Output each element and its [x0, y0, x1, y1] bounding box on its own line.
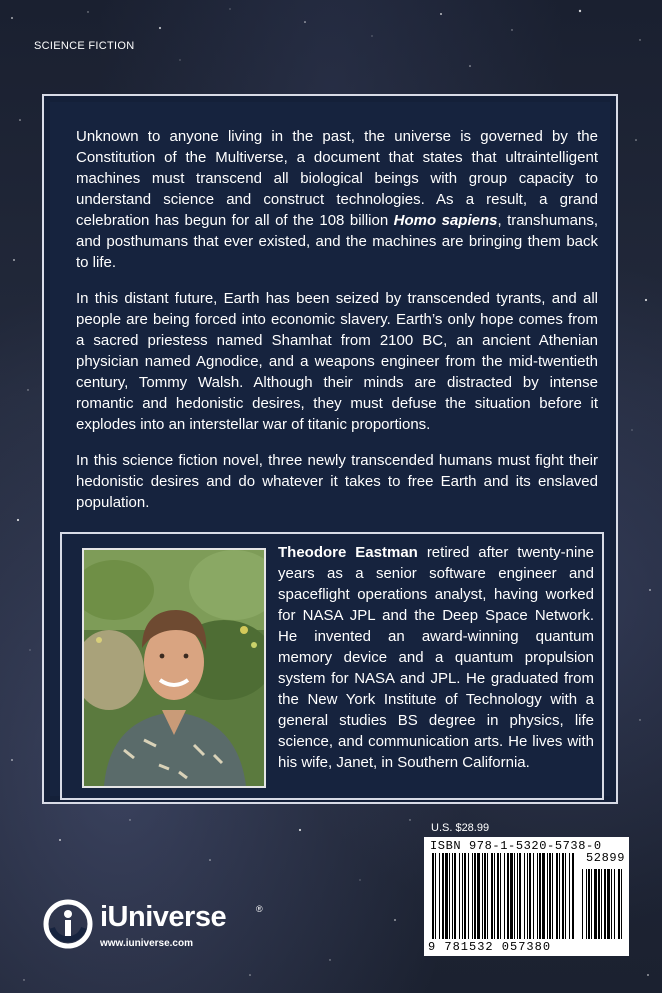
barcode-bar [484, 853, 486, 939]
author-name: Theodore Eastman [278, 544, 418, 561]
barcode-bar [562, 853, 564, 939]
barcode-bar [559, 853, 560, 939]
barcode-bar [432, 853, 434, 939]
barcode-bar [542, 853, 545, 939]
barcode-price-code: 52899 [585, 851, 625, 865]
barcode-bar [539, 853, 541, 939]
barcode-bar [519, 853, 521, 939]
barcode-bar [442, 853, 444, 939]
description-p1-end: , transhumans, and posthumans that ever existed, and the machines are bringing them back to life. [76, 212, 599, 271]
barcode-bar [472, 853, 473, 939]
barcode-addon-bar [614, 869, 615, 939]
barcode-bar [552, 853, 553, 939]
barcode-bar [452, 853, 453, 939]
barcode-bar [537, 853, 538, 939]
barcode-bar [474, 853, 476, 939]
barcode-addon-bar [601, 869, 602, 939]
author-box [60, 532, 604, 800]
barcode-bar [449, 853, 450, 939]
author-bio [278, 542, 594, 773]
description-panel-inner [50, 102, 610, 796]
barcode-bar [500, 853, 501, 939]
barcode-bar [445, 853, 448, 939]
barcode-bar [569, 853, 570, 939]
author-bio-text: retired after twenty-nine years as a senior software engineer and spaceflight operations analyst, having worked for NASA JPL and the Deep Space Network. He invented an award-winning quantum memory device and a quantum propulsion system for NASA and JPL. He graduated from the New York Institute of Technology with a general studies BS degree in physics, life science, and communication arts. He lives with his wife, Janet, in Southern California. [278, 544, 594, 771]
barcode-addon-bar [586, 869, 587, 939]
barcode-bar [527, 853, 528, 939]
barcode-bar [514, 853, 515, 939]
barcode-bar [491, 853, 493, 939]
barcode-addon-bar [621, 869, 622, 939]
barcode-bar [464, 853, 466, 939]
description-paragraph-1 [76, 126, 598, 273]
barcode-bar [454, 853, 456, 939]
genre-label: SCIENCE FICTION [34, 40, 135, 52]
barcode-addon-bar [604, 869, 606, 939]
barcode-bar [487, 853, 488, 939]
barcode-bar [529, 853, 531, 939]
barcode-bar [435, 853, 436, 939]
barcode-bar [517, 853, 518, 939]
publisher-logo [40, 898, 280, 958]
publisher-name: iUniverse [100, 901, 227, 933]
barcode-addon-bar [598, 869, 600, 939]
barcode-addon-bar [594, 869, 597, 939]
description-paragraph-2: In this distant future, Earth has been seized by transcended tyrants, and all people are being forced into economic slavery. Earth’s only hope comes from a sacred priestess named Shamhat from 2100 BC, an ancient Athenian physician named Agnodice, and a weapons engineer from the mid-twentieth century, Tommy Walsh. Although their minds are distracted by intense romantic and hedonistic desires, they must defuse the situation before it explodes into an interstellar war of titanic proportions. [76, 290, 598, 433]
barcode-bar [565, 853, 566, 939]
barcode-bar [556, 853, 558, 939]
isbn-number: ISBN 978-1-5320-5738-0 [430, 839, 602, 853]
barcode-bar [572, 853, 574, 939]
barcode-bar [507, 853, 509, 939]
barcode-addon-bar [591, 869, 592, 939]
barcode-bar [462, 853, 463, 939]
barcode-addon-bar [582, 869, 583, 939]
barcode-bar [468, 853, 469, 939]
barcode-bar [547, 853, 548, 939]
isbn-barcode [424, 837, 629, 956]
barcode-bar [524, 853, 525, 939]
barcode-addon-bar [607, 869, 610, 939]
description-p1-emphasis: Homo sapiens [393, 212, 498, 229]
publisher-swirl-icon [40, 898, 96, 954]
barcode-bar [439, 853, 440, 939]
description-paragraph-3: In this science fiction novel, three newly transcended humans must fight their hedonistic desires and do whatever it takes to free Earth and its enslaved population. [76, 452, 598, 511]
barcode-bar [459, 853, 460, 939]
author-photo [82, 548, 266, 788]
barcode-bar [497, 853, 499, 939]
price-label: U.S. $28.99 [431, 822, 490, 834]
description-p1-start: Unknown to anyone living in the past, the universe is governed by the Constitution of the Multiverse, a document that states that ultraintelligent machines must transcend all biological beings with group capacity to understand science and construct technologies. As a result, a grand celebration has begun for all of the 108 billion [76, 128, 598, 229]
barcode-addon-bar [611, 869, 612, 939]
barcode-addon-bar [618, 869, 620, 939]
barcode-bar [504, 853, 505, 939]
publisher-url[interactable]: www.iuniverse.com [100, 938, 193, 949]
registered-mark: ® [256, 904, 263, 914]
barcode-bar [533, 853, 534, 939]
barcode-bar [482, 853, 483, 939]
barcode-bar [510, 853, 513, 939]
barcode-bar [549, 853, 551, 939]
description-panel [42, 94, 618, 804]
barcode-bars [424, 837, 629, 956]
barcode-bar [477, 853, 480, 939]
ean-number: 9 781532 057380 [428, 940, 552, 954]
barcode-addon-bar [588, 869, 590, 939]
barcode-bar [494, 853, 495, 939]
